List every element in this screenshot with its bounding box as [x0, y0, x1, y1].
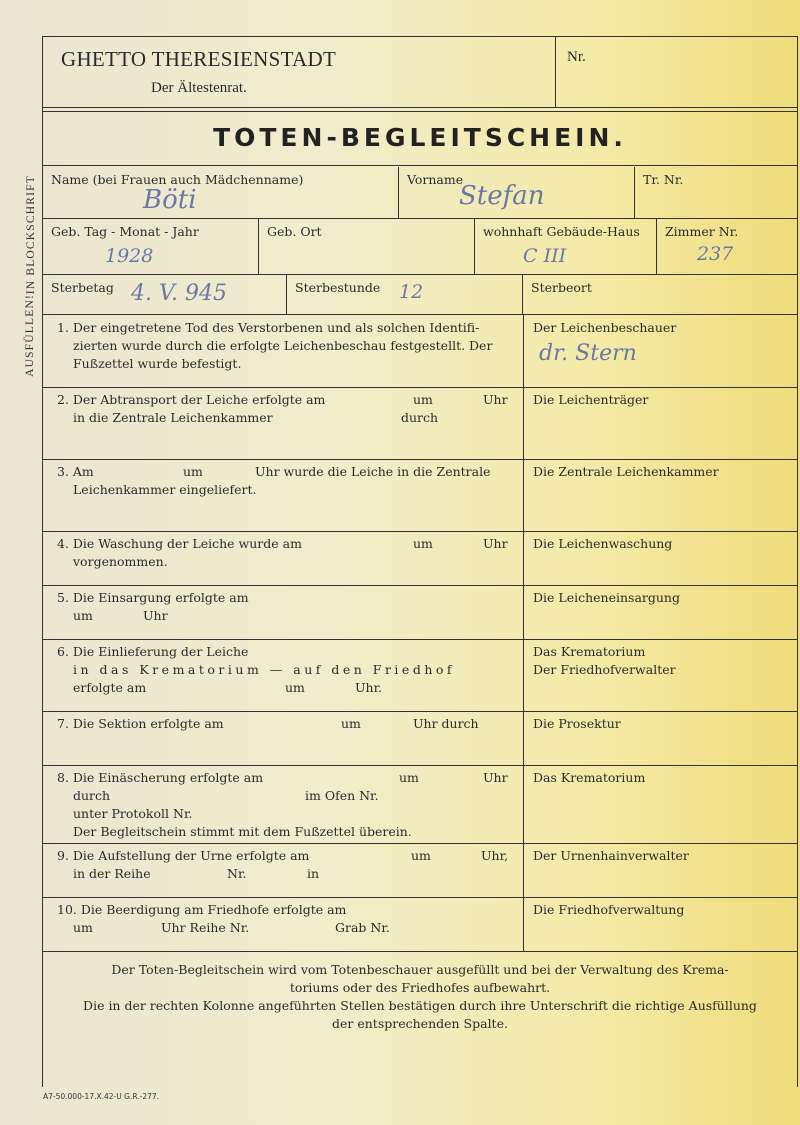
section-7 [43, 711, 523, 765]
sterbestunde-cell[interactable] [287, 275, 523, 315]
section-7-line: 7. Die Sektion erfolgte am [57, 716, 224, 731]
section-8-line: Der Begleitschein stimmt mit dem Fußzettel überein. [73, 824, 412, 839]
vorname-label: Vorname [407, 172, 464, 187]
section-9-word: Nr. [227, 866, 247, 881]
footer-note [43, 961, 797, 1033]
examiner-signature: dr. Stern [539, 341, 637, 366]
sterbeort-cell[interactable] [523, 275, 797, 315]
section-9-word: Uhr, [481, 848, 509, 863]
gebtag-value: 1928 [105, 245, 154, 267]
section-7-signer: Die Prosektur [533, 716, 621, 731]
section-3 [43, 459, 523, 531]
section-2-word: um [413, 392, 433, 407]
section-6-word: um [285, 680, 305, 695]
section-10-word: Grab Nr. [335, 920, 390, 935]
gebtag-cell[interactable] [43, 219, 259, 275]
section-3-word: um [183, 464, 203, 479]
section-6-signer: Der Friedhofverwalter [533, 662, 676, 677]
section-1-line: zierten wurde durch die erfolgte Leichenbeschau festgestellt. Der [73, 338, 493, 353]
section-8-signer: Das Krematorium [533, 770, 646, 785]
section-9 [43, 843, 523, 897]
section-3-signer: Die Zentrale Leichenkammer [533, 464, 719, 479]
name-value: Böti [143, 185, 197, 215]
side-instruction-line-2: AUSFÜLLEN! [24, 294, 36, 378]
footer-line: Die in der rechten Kolonne angeführten Stellen bestätigen durch ihre Unterschrift die richtige Ausfüllung [83, 998, 757, 1013]
section-9-word: um [411, 848, 431, 863]
section-8 [43, 765, 523, 843]
section-5-word: Uhr [143, 608, 168, 623]
section-9-word: in [307, 866, 320, 881]
gebtag-label: Geb. Tag - Monat - Jahr [51, 224, 199, 239]
section-2-signer: Die Leichenträger [533, 392, 649, 407]
nr-label: Nr. [567, 49, 586, 65]
section-8-line: durch [73, 788, 111, 803]
form-title: TOTEN-BEGLEITSCHEIN. [213, 123, 627, 152]
sterbestunde-value: 12 [399, 281, 424, 303]
zimmer-label: Zimmer Nr. [665, 224, 739, 239]
section-8-line: 8. Die Einäscherung erfolgte am [57, 770, 264, 785]
wohnhaft-value: C III [523, 245, 567, 267]
divider [43, 951, 797, 952]
divider [43, 107, 797, 108]
section-1-line: Fußzettel wurde befestigt. [73, 356, 242, 371]
section-4 [43, 531, 523, 585]
zimmer-value: 237 [697, 243, 734, 265]
section-9-line: 9. Die Aufstellung der Urne erfolgte am [57, 848, 310, 863]
section-1-line: 1. Der eingetretene Tod des Verstorbenen und als solchen Identifi- [57, 320, 480, 335]
section-6-word: Uhr. [355, 680, 383, 695]
name-label: Name (bei Frauen auch Mädchenname) [51, 172, 304, 187]
header-right [557, 37, 797, 107]
section-6-signer: Das Krematorium [533, 644, 646, 659]
section-2-word: Uhr [483, 392, 508, 407]
wohnhaft-label: wohnhaft Gebäude-Haus [483, 224, 640, 239]
section-5-line: 5. Die Einsargung erfolgte am [57, 590, 249, 605]
section-3-line: Leichenkammer eingeliefert. [73, 482, 257, 497]
section-6-line: 6. Die Einlieferung der Leiche [57, 644, 249, 659]
section-8-word: Uhr [483, 770, 508, 785]
section-6-line: in das Krematorium — auf den Friedhof [73, 662, 456, 677]
section-5 [43, 585, 523, 639]
section-8-word: im Ofen Nr. [305, 788, 379, 803]
trnr-cell[interactable] [635, 167, 797, 219]
section-4-signer: Die Leichenwaschung [533, 536, 673, 551]
sterbetag-cell[interactable] [43, 275, 287, 315]
section-10-line: 10. Die Beerdigung am Friedhofe erfolgte am [57, 902, 347, 917]
section-1 [43, 315, 523, 387]
header-left [43, 37, 556, 107]
gebort-cell[interactable] [259, 219, 475, 275]
column-divider [523, 315, 524, 951]
section-10 [43, 897, 523, 951]
print-code: A7-50.000-17.X.42-U G.R.-277. [43, 1092, 160, 1101]
council-subtitle: Der Ältestenrat. [151, 80, 247, 96]
vorname-value: Stefan [459, 181, 545, 211]
ghetto-title: GHETTO THERESIENSTADT [61, 47, 337, 71]
section-4-word: um [413, 536, 433, 551]
section-4-line: 4. Die Waschung der Leiche wurde am [57, 536, 302, 551]
divider [43, 111, 797, 112]
section-10-word: Uhr Reihe Nr. [161, 920, 250, 935]
section-2 [43, 387, 523, 459]
section-3-line: 3. Am [57, 464, 94, 479]
footer-line: Der Toten-Begleitschein wird vom Totenbeschauer ausgefüllt und bei der Verwaltung des Krema- [111, 962, 729, 977]
divider [43, 165, 797, 166]
wohnhaft-cell[interactable] [475, 219, 657, 275]
section-4-word: Uhr [483, 536, 508, 551]
section-2-line: 2. Der Abtransport der Leiche erfolgte am [57, 392, 326, 407]
section-8-line: unter Protokoll Nr. [73, 806, 193, 821]
section-6 [43, 639, 523, 711]
side-instruction-line-1: IN BLOCKSCHRIFT [25, 175, 37, 295]
section-5-signer: Die Leicheneinsargung [533, 590, 680, 605]
sterbetag-label: Sterbetag [51, 280, 114, 295]
section-6-line: erfolgte am [73, 680, 147, 695]
vorname-cell[interactable] [399, 167, 635, 219]
footer-line: der entsprechenden Spalte. [332, 1016, 508, 1031]
form-frame [42, 36, 798, 1101]
footer-line: toriums oder des Friedhofes aufbewahrt. [289, 980, 551, 995]
section-10-signer: Die Friedhofverwaltung [533, 902, 685, 917]
section-10-line: um [73, 920, 93, 935]
section-3-word: Uhr wurde die Leiche in die Zentrale [255, 464, 491, 479]
section-9-signer: Der Urnenhainverwalter [533, 848, 689, 863]
name-cell[interactable] [43, 167, 399, 219]
section-1-signer: Der Leichenbeschauer [533, 320, 677, 335]
sterbestunde-label: Sterbestunde [295, 280, 381, 295]
section-2-line: in die Zentrale Leichenkammer [73, 410, 273, 425]
section-7-word: Uhr durch [413, 716, 479, 731]
section-9-line: in der Reihe [73, 866, 151, 881]
sterbeort-label: Sterbeort [531, 280, 592, 295]
section-7-word: um [341, 716, 361, 731]
section-5-line: um [73, 608, 93, 623]
zimmer-cell[interactable] [657, 219, 797, 275]
trnr-label: Tr. Nr. [643, 172, 684, 187]
sterbetag-value: 4. V. 945 [131, 281, 228, 306]
section-2-word: durch [401, 410, 439, 425]
section-4-line: vorgenommen. [73, 554, 168, 569]
section-8-word: um [399, 770, 419, 785]
gebort-label: Geb. Ort [267, 224, 322, 239]
